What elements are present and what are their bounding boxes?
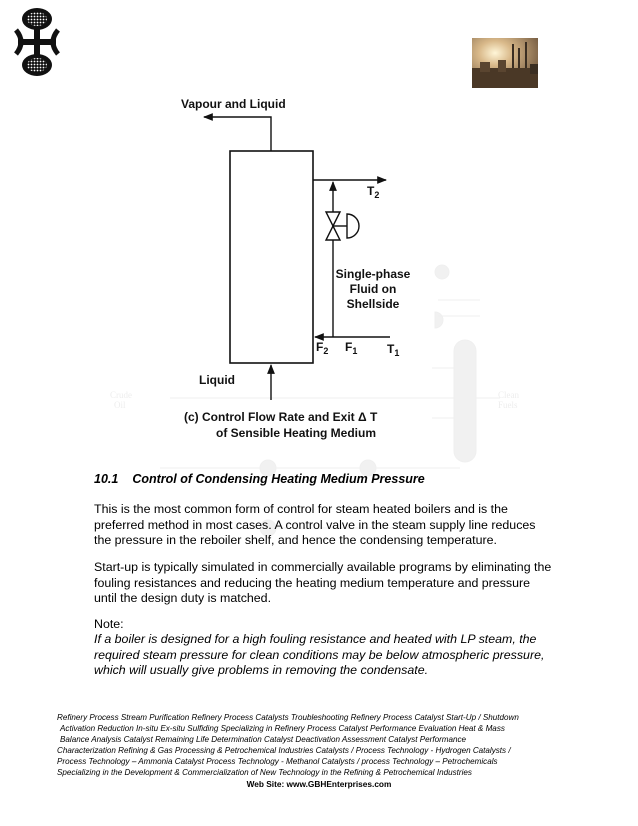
vapour-liquid-label: Vapour and Liquid — [181, 97, 286, 111]
footer-line: Balance Analysis Catalyst Remaining Life Determination Catalyst Deactivation Assessment Catalyst Performance — [60, 735, 467, 745]
section-heading — [94, 472, 425, 486]
f2-label: $F_2$ — [316, 340, 329, 356]
t2-label: $T_2$ — [367, 184, 380, 200]
section-title: Control of Condensing Heating Medium Pressure — [132, 472, 425, 486]
body-paragraph: This is the most common form of control for steam heated boilers and is the preferred method in most cases. A control valve in the steam supply line reduces the pressure in the reboiler shelf, and hence the condensing temperature. — [94, 502, 536, 547]
vessel — [230, 151, 313, 363]
footer-line: Process Technology – Ammonia Catalyst Process Technology - Methanol Catalysts / process Technology – Petrochemicals — [57, 757, 498, 767]
diagram-caption-line-2: of Sensible Heating Medium — [216, 426, 377, 440]
note-text: If a boiler is designed for a high fouling resistance and heated with LP steam, the required steam pressure for clean conditions may be below atmospheric pressure, which will usually give problems in removing the condensate. — [94, 632, 545, 677]
fluid-label-line-1: Single-phase — [335, 267, 411, 281]
note-label: Note: — [94, 617, 124, 631]
footer-line: Refinery Process Stream Purification Refinery Process Catalysts Troubleshooting Refinery Process Catalyst Start-Up / Shutdown — [57, 713, 519, 722]
footer-website-link[interactable]: Web Site: www.GBHEnterprises.com — [246, 779, 392, 789]
footer-line: Activation Reduction In-situ Ex-situ Sulfiding Specializing in Refinery Process Catalyst Performance Evaluation Heat & Mass — [60, 724, 505, 734]
body-paragraph: Start-up is typically simulated in commercially available programs by eliminating the fouling resistances and reducing the heating medium temperature and pressure until the design duty is matched. — [94, 560, 552, 605]
t1-label: $T_1$ — [387, 342, 400, 358]
vapour-outlet-line — [204, 117, 271, 151]
watermark-clean-label: Clean — [498, 390, 519, 400]
watermark-fuels-label: Fuels — [498, 400, 518, 410]
footer-line: Specializing in the Development & Commercialization of New Technology in the Refining & Petrochemical Industries — [57, 768, 472, 778]
watermark-crude-label: Crude — [110, 390, 132, 400]
watermark-oil-label: Oil — [114, 400, 126, 410]
footer-line: Characterization Refining & Gas Processing & Petrochemical Industries Catalysts / Process Technology - Hydrogen Catalysts / — [57, 746, 511, 756]
footer-services-text — [57, 712, 557, 779]
control-valve-icon — [326, 212, 359, 240]
fluid-label-line-3: Shellside — [346, 297, 400, 311]
liquid-label: Liquid — [199, 373, 235, 387]
f1-label: $F_1$ — [345, 340, 358, 356]
diagram-caption-line-1: (c) Control Flow Rate and Exit Δ T — [184, 410, 378, 424]
fluid-label-line-2: Fluid on — [349, 282, 397, 296]
section-number: 10.1 — [94, 472, 119, 486]
